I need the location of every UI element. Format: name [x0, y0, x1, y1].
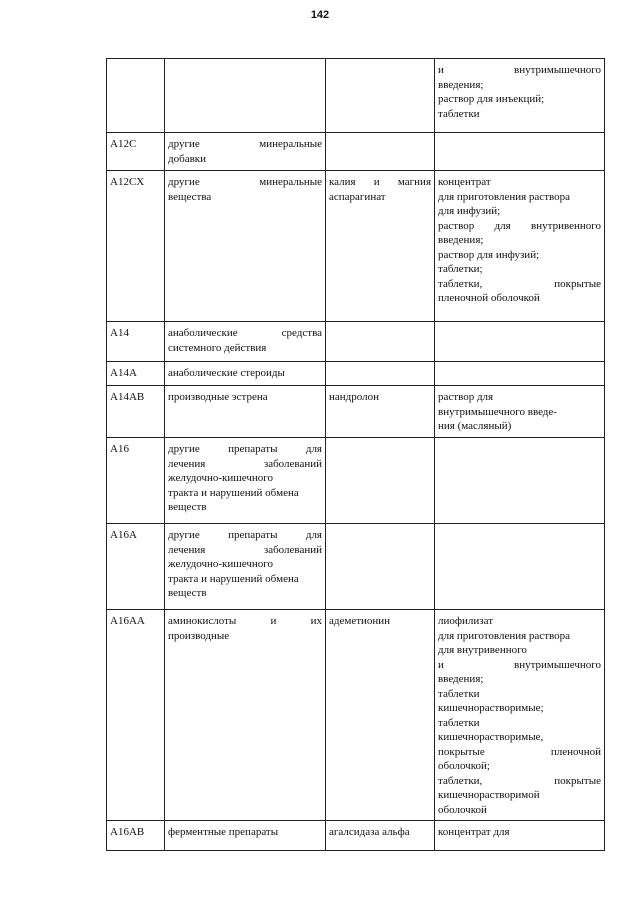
dosage-form-cell [435, 386, 605, 438]
group-line: желудочно-кишечного [168, 472, 273, 484]
atc-code: A12C [110, 138, 137, 150]
dosage-form-line: для приготовления раствора [438, 190, 570, 203]
atc-code-cell [107, 524, 165, 610]
dosage-form-line: раствор для внутривенного [438, 219, 601, 232]
table-row [107, 438, 605, 524]
drug-name-cell [326, 362, 435, 386]
dosage-form-line: для приготовления раствора [438, 629, 570, 642]
drug-name-line: аспарагинат [329, 190, 386, 203]
dosage-form-line: лиофилизат [438, 615, 494, 627]
dosage-form-cell [435, 524, 605, 610]
anatomical-therapeutic-group-cell [165, 524, 326, 610]
anatomical-therapeutic-group-cell [165, 438, 326, 524]
group-line: вещества [168, 190, 212, 203]
dosage-form-cell [435, 362, 605, 386]
atc-code: A16 [110, 443, 129, 455]
dosage-form-line: для внутривенного [438, 644, 527, 656]
dosage-form-line: концентрат для [438, 826, 510, 838]
group-line: производные эстрена [168, 391, 268, 403]
anatomical-therapeutic-group-cell [165, 821, 326, 851]
group-line: системного действия [168, 341, 267, 354]
dosage-form-line: раствор для инфузий; [438, 248, 540, 261]
drug-name-cell [326, 133, 435, 171]
drug-name-line: адеметионин [329, 615, 391, 627]
group-line: анаболические средства [168, 327, 322, 339]
group-line: ферментные препараты [168, 826, 279, 838]
drug-name-cell [326, 171, 435, 322]
page-number: 142 [310, 9, 330, 21]
dosage-form-line: таблетки [438, 687, 480, 700]
group-line: лечения заболеваний [168, 457, 322, 470]
atc-code: A14AB [110, 391, 145, 403]
dosage-form-line: оболочкой [438, 803, 487, 816]
table-row [107, 524, 605, 610]
dosage-form-cell [435, 610, 605, 821]
drug-name-line: агалсидаза альфа [329, 826, 410, 838]
dosage-form-line: и внутримышечного [438, 64, 601, 76]
anatomical-therapeutic-group-cell [165, 386, 326, 438]
atc-code-cell [107, 386, 165, 438]
atc-code-cell [107, 171, 165, 322]
atc-code: A16AA [110, 615, 145, 627]
drug-name-cell [326, 322, 435, 362]
dosage-form-cell [435, 322, 605, 362]
table-row [107, 322, 605, 362]
table-row [107, 821, 605, 851]
atc-code-cell [107, 362, 165, 386]
dosage-form-cell [435, 171, 605, 322]
table-row [107, 362, 605, 386]
group-line: лечения заболеваний [168, 543, 322, 556]
group-line: другие препараты для [168, 443, 322, 455]
table-row [107, 386, 605, 438]
dosage-form-line: ния (масляный) [438, 420, 512, 432]
anatomical-therapeutic-group-cell [165, 362, 326, 386]
group-line: добавки [168, 152, 207, 165]
dosage-form-line: таблетки; [438, 263, 483, 275]
dosage-form-line: таблетки, покрытые [438, 277, 601, 290]
group-line: другие минеральные [168, 138, 322, 150]
drug-name-cell [326, 59, 435, 133]
dosage-form-line: введения; [438, 673, 484, 685]
group-line: веществ [168, 587, 207, 599]
group-line: желудочно-кишечного [168, 558, 273, 570]
table-row [107, 610, 605, 821]
drug-name-line: нандролон [329, 391, 379, 403]
dosage-form-line: введения; [438, 78, 484, 91]
dosage-form-cell [435, 821, 605, 851]
dosage-form-cell [435, 133, 605, 171]
anatomical-therapeutic-group-cell [165, 59, 326, 133]
drug-name-cell [326, 524, 435, 610]
atc-code: A16A [110, 529, 137, 541]
table-row [107, 59, 605, 133]
atc-code: A14A [110, 367, 137, 379]
group-line: веществ [168, 501, 207, 513]
table-row [107, 133, 605, 171]
drug-name-line: калия и магния [329, 176, 431, 188]
group-line: тракта и нарушений обмена [168, 572, 299, 585]
dosage-form-line: таблетки [438, 716, 480, 729]
dosage-form-line: и внутримышечного [438, 658, 601, 671]
drug-classification-table [106, 58, 605, 851]
atc-code: A16AB [110, 826, 145, 838]
atc-code-cell [107, 438, 165, 524]
dosage-form-line: кишечнорастворимые; [438, 702, 544, 714]
atc-code-cell [107, 322, 165, 362]
table-row [107, 171, 605, 322]
group-line: другие препараты для [168, 529, 322, 541]
drug-name-cell [326, 821, 435, 851]
drug-name-cell [326, 610, 435, 821]
dosage-form-line: таблетки [438, 107, 480, 120]
group-line: производные [168, 629, 230, 642]
drug-name-cell [326, 386, 435, 438]
dosage-form-line: раствор для [438, 391, 494, 403]
dosage-form-cell [435, 438, 605, 524]
atc-code: A12CX [110, 176, 145, 188]
anatomical-therapeutic-group-cell [165, 610, 326, 821]
anatomical-therapeutic-group-cell [165, 133, 326, 171]
dosage-form-line: концентрат [438, 176, 491, 188]
dosage-form-line: пленочной оболочкой [438, 292, 540, 304]
atc-code-cell [107, 821, 165, 851]
dosage-form-line: введения; [438, 234, 484, 246]
drug-name-cell [326, 438, 435, 524]
dosage-form-line: оболочкой; [438, 760, 490, 772]
dosage-form-line: раствор для инъекций; [438, 93, 545, 105]
atc-code: A14 [110, 327, 129, 339]
dosage-form-line: кишечнорастворимые, [438, 731, 544, 743]
dosage-form-line: кишечнорастворимой [438, 789, 540, 801]
dosage-form-line: для инфузий; [438, 205, 501, 217]
table-body [107, 59, 605, 851]
atc-code-cell [107, 59, 165, 133]
group-line: анаболические стероиды [168, 367, 285, 379]
anatomical-therapeutic-group-cell [165, 171, 326, 322]
dosage-form-line: таблетки, покрытые [438, 774, 601, 787]
atc-code-cell [107, 133, 165, 171]
atc-code-cell [107, 610, 165, 821]
anatomical-therapeutic-group-cell [165, 322, 326, 362]
dosage-form-cell [435, 59, 605, 133]
group-line: другие минеральные [168, 176, 322, 188]
dosage-form-line: внутримышечного введе- [438, 405, 557, 418]
dosage-form-line: покрытые пленочной [438, 745, 601, 758]
group-line: аминокислоты и их [168, 615, 322, 627]
group-line: тракта и нарушений обмена [168, 486, 299, 499]
